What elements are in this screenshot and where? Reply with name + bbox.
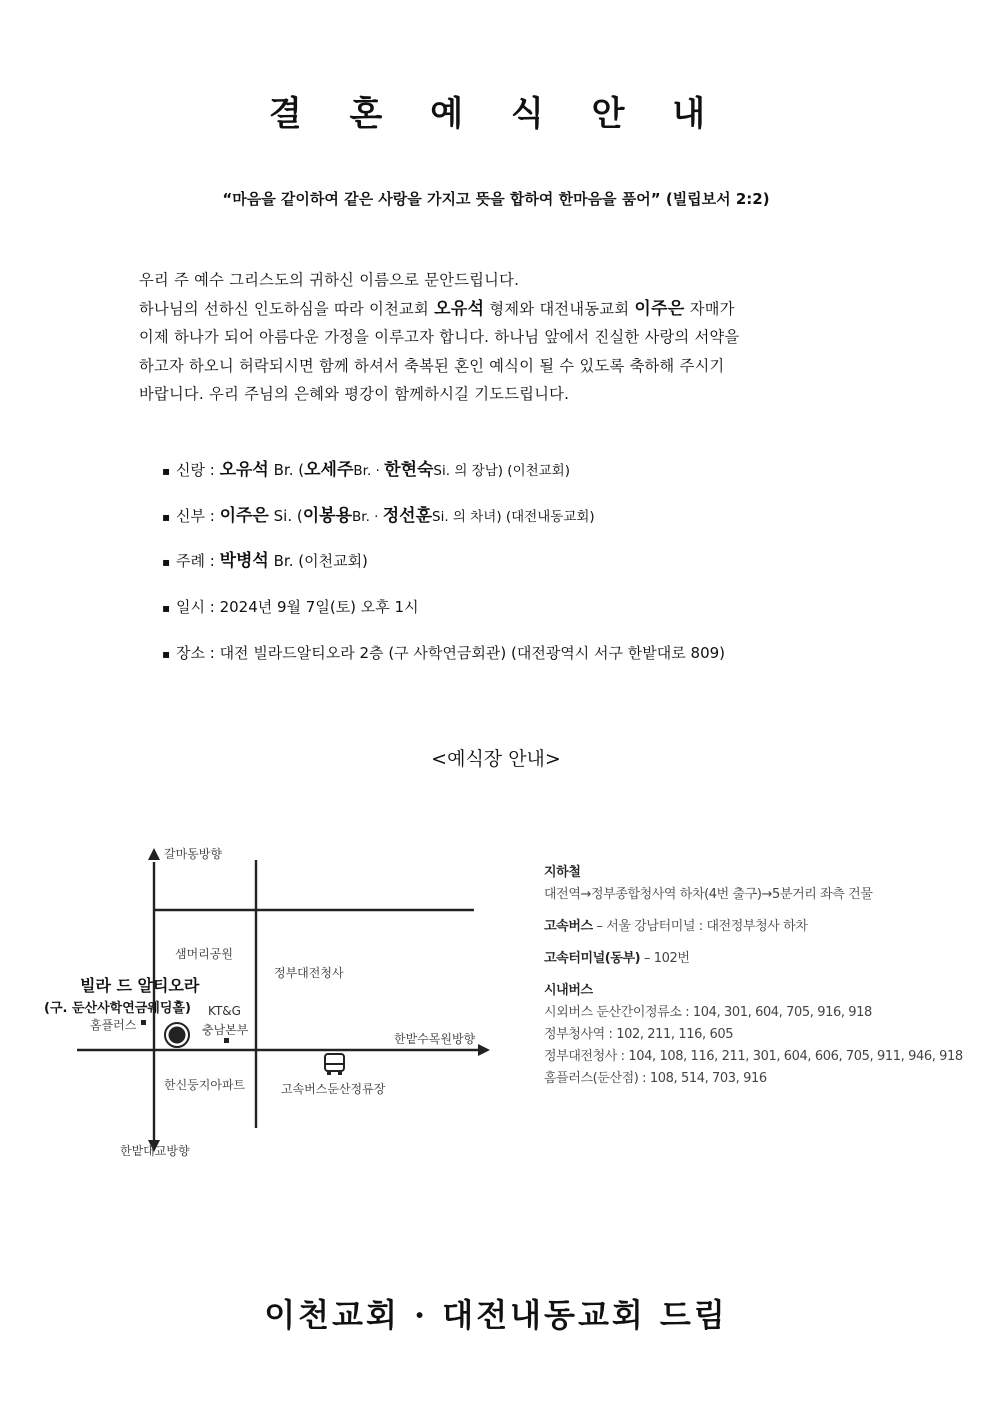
map-label-ktg: KT&G [208, 1004, 241, 1018]
message-line [139, 295, 859, 324]
place-detail: ▪ 장소 : 대전 빌라드알티오라 2층 (구 사학연금회관) (대전광역시 서구 한밭대로 809) [162, 638, 725, 684]
transit-info [544, 862, 964, 1090]
message-line: 우리 주 예수 그리스도의 귀하신 이름으로 문안드립니다. [139, 271, 520, 289]
detail-label: 신부 : [176, 506, 220, 525]
bride-mother-name: 정선훈 [382, 505, 433, 526]
ktg-marker-icon [224, 1038, 229, 1043]
map-venue-subname: (구. 둔산사학연금웨딩홀) [44, 1001, 191, 1016]
venue-map [40, 840, 500, 1170]
venue-heading: <예식장 안내> [431, 748, 561, 770]
map-label-homeplus: 홈플러스 [90, 1018, 137, 1032]
city-bus-heading: 시내버스 [544, 983, 593, 998]
arrow-east-icon [478, 1044, 490, 1056]
invitation-message [139, 266, 859, 409]
detail-text: Si. 의 장남) (이천교회) [433, 463, 570, 479]
detail-text: Br. (이천교회) [268, 552, 368, 571]
map-label-gov-building: 정부대전청사 [274, 966, 344, 980]
map-label-ktg-office: 충남본부 [202, 1023, 249, 1037]
city-bus-route: 홈플러스(둔산점) : 108, 514, 703, 916 [544, 1071, 767, 1086]
groom-detail-name: 오유석 [219, 460, 269, 480]
page-title: 결 혼 예 식 안 내 [268, 94, 724, 134]
groom-mother-name: 한현숙 [384, 460, 434, 480]
detail-text: Br. ( [268, 461, 305, 479]
map-label-bus-stop: 고속버스둔산정류장 [281, 1082, 386, 1096]
detail-label: 신랑 : [176, 461, 220, 479]
detail-text: Si. 의 차녀) (대전내동교회) [432, 508, 595, 525]
map-label-north: 갈마동방향 [164, 847, 222, 861]
message-line: 하고자 하오니 허락되시면 함께 하셔서 축복된 혼인 예식이 될 수 있도록 축하해 주시기 [139, 356, 725, 375]
officiant-name: 박병석 [219, 551, 269, 572]
map-label-apartment: 한신둥지아파트 [164, 1078, 246, 1092]
bride-detail-name: 이주은 [219, 505, 269, 526]
venue-marker-dot [169, 1027, 186, 1044]
express-bus-route: – 서울 강남터미널 : 대전정부청사 하차 [592, 919, 808, 934]
message-line: 바랍니다. 우리 주님의 은혜와 평강이 함께하시길 기도드립니다. [139, 385, 570, 404]
bride-name: 이주은 [634, 298, 685, 319]
map-venue-name: 빌라 드 알티오라 [80, 976, 200, 995]
message-text: 자매가 [684, 299, 735, 318]
message-text: 형제와 대전내동교회 [484, 299, 635, 318]
signature: 이천교회 · 대전내동교회 드림 [264, 1296, 728, 1334]
city-bus-route: 시외버스 둔산간이정류소 : 104, 301, 604, 705, 916, 918 [544, 1005, 872, 1020]
detail-label: 주례 : [176, 552, 220, 571]
groom-father-name: 오세주 [304, 460, 354, 480]
city-bus-route: 정부대전청사 : 104, 108, 116, 211, 301, 604, 606, 705, 911, 946, 918 [544, 1049, 963, 1064]
terminal-heading: 고속터미널(동부) [544, 951, 641, 966]
subway-heading: 지하철 [544, 865, 581, 880]
detail-text: Br. · [353, 463, 385, 479]
message-line: 이제 하나가 되어 아름다운 가정을 이루고자 합니다. 하나님 앞에서 진실한 사랑의 서약을 [139, 328, 740, 347]
message-text: 하나님의 선하신 인도하심을 따라 이천교회 [139, 299, 435, 318]
terminal-row [544, 948, 964, 970]
detail-text: Br. · [352, 508, 383, 525]
datetime-detail: ▪ 일시 : 2024년 9월 7일(토) 오후 1시 [162, 592, 725, 638]
officiant-detail [162, 546, 725, 592]
city-bus-route: 정부청사역 : 102, 211, 116, 605 [544, 1027, 734, 1042]
express-bus-heading: 고속버스 [544, 919, 593, 934]
map-label-east: 한밭수목원방향 [394, 1032, 476, 1046]
arrow-north-icon [148, 848, 160, 860]
bible-verse: “마음을 같이하여 같은 사랑을 가지고 뜻을 합하여 한마음을 품어” (빌립보서 2:2) [222, 190, 770, 208]
homeplus-marker-icon [141, 1020, 146, 1025]
map-label-park: 샘머리공원 [175, 947, 233, 961]
terminal-route: – 102번 [640, 951, 690, 966]
groom-detail [162, 455, 725, 501]
map-label-south: 한밭대교방향 [120, 1144, 190, 1158]
express-bus-row [544, 916, 964, 938]
groom-name: 오유석 [434, 298, 485, 319]
bride-detail [162, 501, 725, 547]
bus-icon [325, 1054, 344, 1075]
ceremony-details [162, 455, 725, 683]
subway-route: 대전역→정부종합청사역 하차(4번 출구)→5분거리 좌측 건물 [544, 887, 873, 902]
detail-text: Si. ( [268, 506, 303, 525]
bride-father-name: 이봉용 [302, 505, 352, 526]
